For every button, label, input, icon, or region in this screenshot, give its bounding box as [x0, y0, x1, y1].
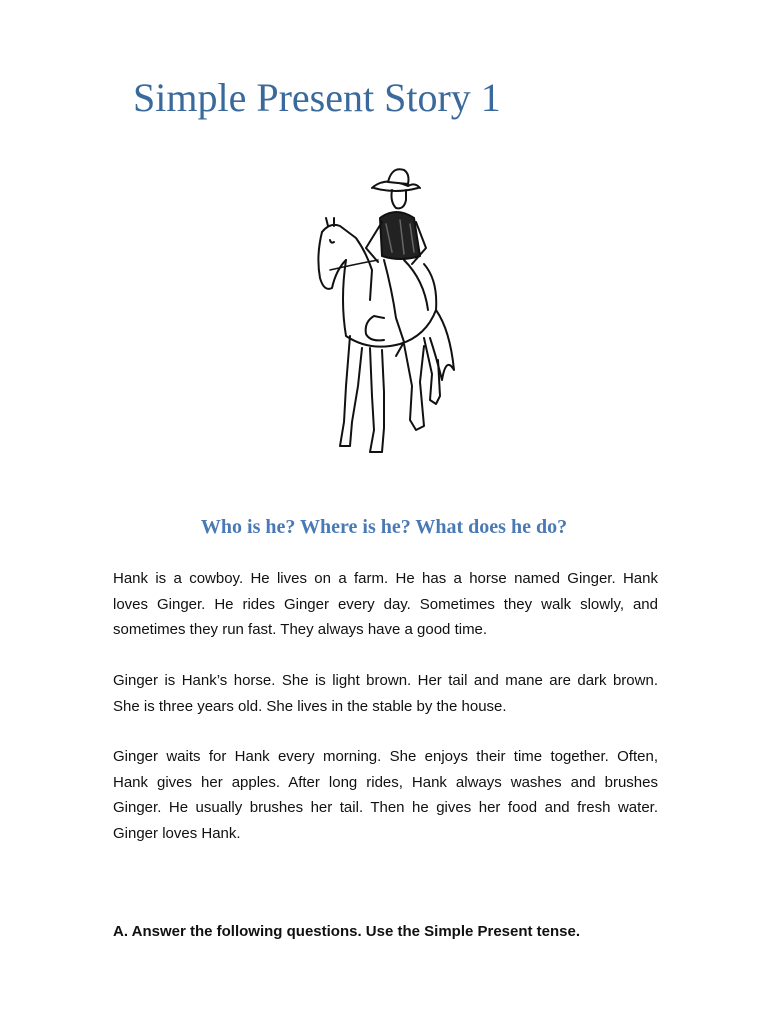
paragraph-line: Hank is a cowboy. He lives on a farm. He has a horse named Ginger. Hank [113, 570, 658, 587]
paragraph-line: Ginger. He usually brushes her tail. Then he gives her food and fresh water. [113, 799, 658, 816]
paragraph-line: Hank gives her apples. After long rides, Hank always washes and brushes [113, 773, 658, 791]
page-title: Simple Present Story 1 [133, 75, 501, 120]
paragraph-line: Ginger waits for Hank every morning. She enjoys their time together. Often, [113, 748, 658, 765]
paragraph-line: She is three years old. She lives in the stable by the house. [113, 697, 507, 715]
story-paragraph [113, 744, 658, 846]
paragraph-line: loves Ginger. He rides Ginger every day. Sometimes they walk slowly, and [113, 595, 658, 613]
story-paragraph [113, 668, 658, 719]
paragraph-line: sometimes they run fast. They always have a good time. [113, 621, 488, 638]
section-heading: Who is he? Where is he? What does he do? [200, 516, 568, 538]
cowboy-on-horse-icon [300, 160, 470, 460]
story-paragraph [113, 566, 658, 643]
paragraph-line: Ginger loves Hank. [113, 824, 241, 842]
exercise-instruction: A. Answer the following questions. Use the Simple Present tense. [113, 923, 581, 940]
paragraph-line: Ginger is Hank’s horse. She is light brown. Her tail and mane are dark brown. [113, 672, 658, 689]
